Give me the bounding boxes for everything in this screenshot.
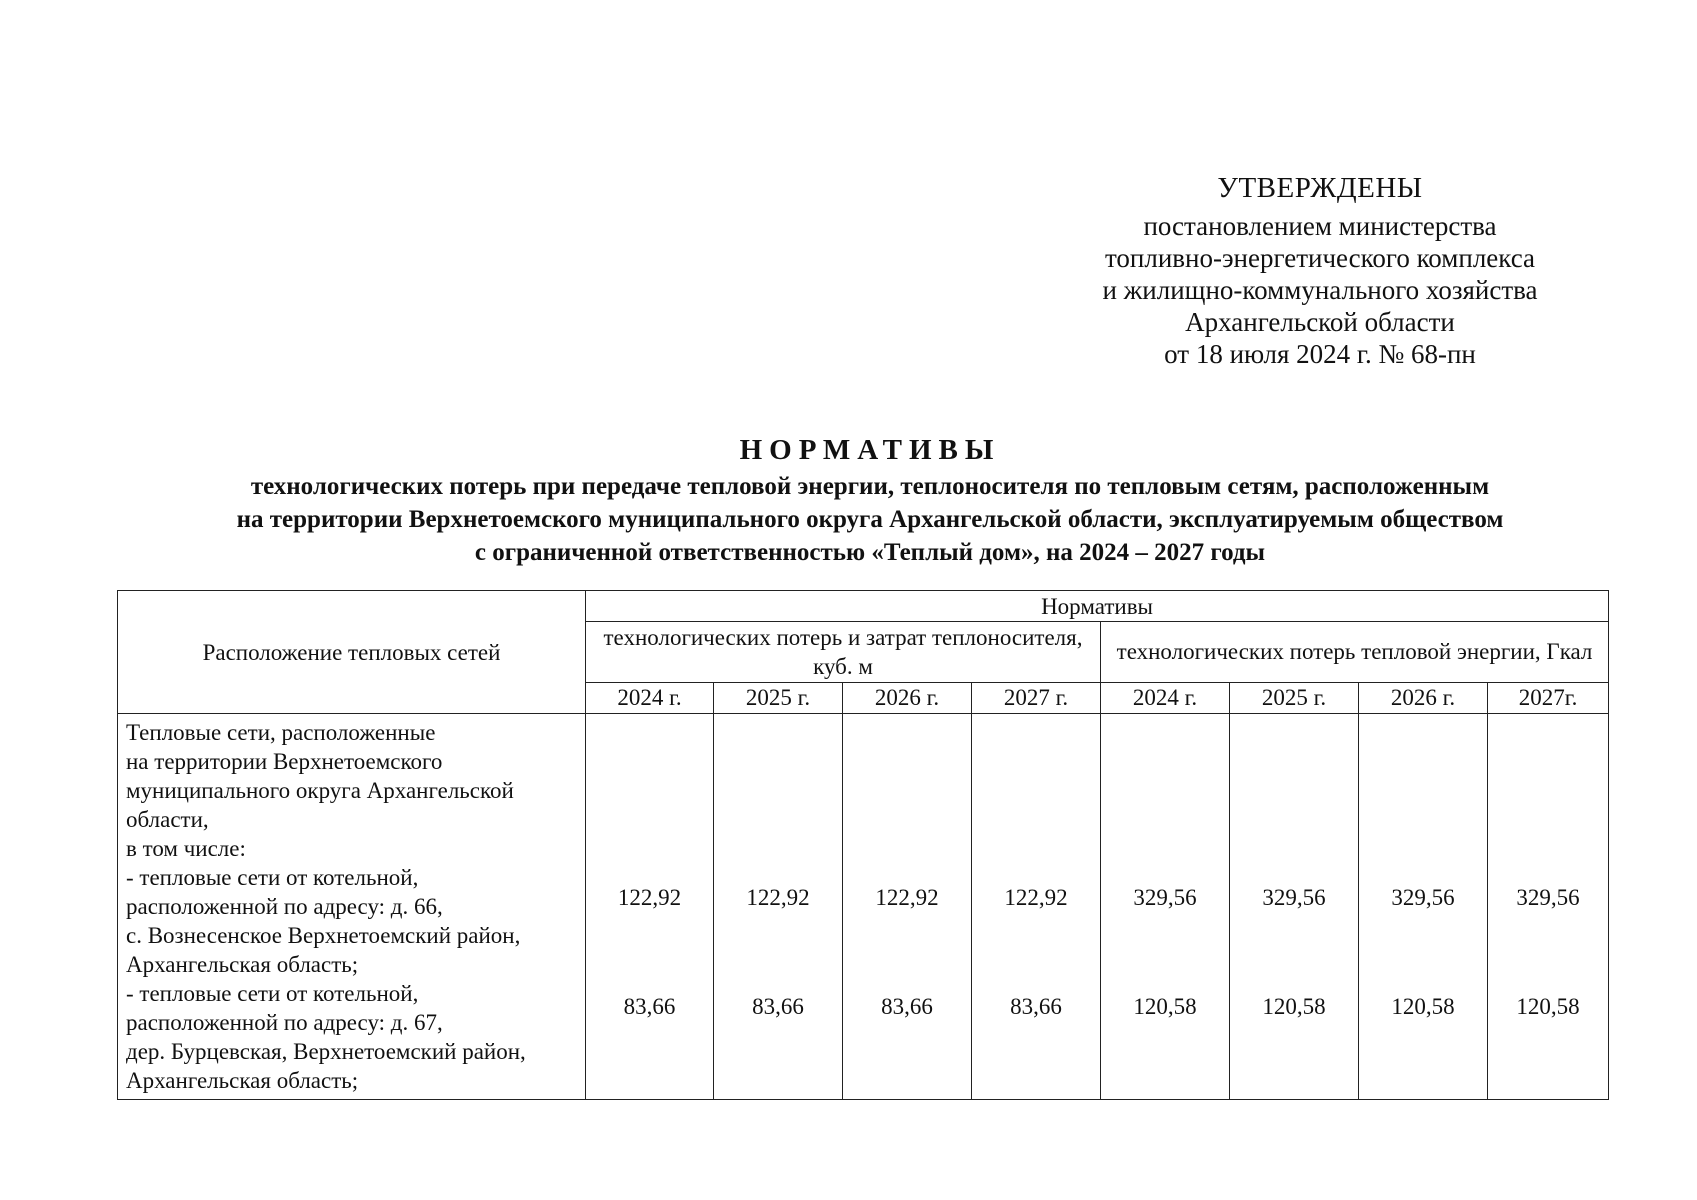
- location-line: с. Вознесенское Верхнетоемский район,: [126, 923, 521, 948]
- approval-title: УТВЕРЖДЕНЫ: [1217, 172, 1423, 204]
- year-header: 2027 г.: [972, 682, 1101, 713]
- value-boiler-67: 83,66: [1010, 994, 1062, 1019]
- location-line: области,: [126, 807, 209, 832]
- value-boiler-66: 122,92: [746, 885, 810, 910]
- document-title: НОРМАТИВЫ: [739, 434, 1001, 466]
- year-header: 2026 г.: [1359, 682, 1488, 713]
- value-cell: [1488, 714, 1609, 1100]
- table-row: [118, 714, 1609, 1100]
- location-line: в том числе:: [126, 836, 246, 861]
- location-line: Архангельская область;: [126, 952, 359, 977]
- value-boiler-67: 83,66: [623, 994, 676, 1019]
- value-boiler-66: 329,56: [1133, 885, 1197, 910]
- approval-line: Архангельской области: [1185, 307, 1455, 337]
- location-line: муниципального округа Архангельской: [126, 778, 514, 803]
- value-boiler-67: 120,58: [1516, 994, 1580, 1019]
- value-cell: [972, 714, 1101, 1100]
- norms-header: Нормативы: [586, 591, 1609, 622]
- year-header: 2024 г.: [1101, 682, 1230, 713]
- location-cell: [118, 714, 586, 1100]
- value-boiler-66: 122,92: [1004, 885, 1068, 910]
- year-header: 2025 г.: [1230, 682, 1359, 713]
- value-cell: [586, 714, 714, 1100]
- approval-block: [1080, 172, 1560, 370]
- year-header: 2025 г.: [714, 682, 843, 713]
- year-header: 2027г.: [1488, 682, 1609, 713]
- year-header: 2026 г.: [843, 682, 972, 713]
- value-boiler-66: 122,92: [875, 885, 939, 910]
- approval-line: постановлением министерства: [1143, 211, 1497, 241]
- value-cell: [843, 714, 972, 1100]
- value-cell: [1230, 714, 1359, 1100]
- value-boiler-67: 120,58: [1133, 994, 1197, 1019]
- value-boiler-67: 120,58: [1391, 994, 1455, 1019]
- location-line: Архангельская область;: [126, 1068, 359, 1093]
- location-line: расположенной по адресу: д. 67,: [126, 1010, 443, 1035]
- value-boiler-67: 83,66: [881, 994, 933, 1019]
- value-boiler-66: 329,56: [1391, 885, 1455, 910]
- document-subtitle-line: на территории Верхнетоемского муниципального округа Архангельской области, эксплуатируемым обществом: [236, 506, 1504, 533]
- location-line: Тепловые сети, расположенные: [126, 720, 436, 745]
- value-cell: [1359, 714, 1488, 1100]
- heat-energy-losses-header: технологических потерь тепловой энергии, Гкал: [1101, 622, 1609, 683]
- norms-table: [117, 590, 1609, 1100]
- value-boiler-67: 120,58: [1262, 994, 1326, 1019]
- value-boiler-66: 329,56: [1262, 885, 1326, 910]
- value-boiler-66: 329,56: [1516, 885, 1580, 910]
- location-line: дер. Бурцевская, Верхнетоемский район,: [126, 1039, 526, 1064]
- location-line: на территории Верхнетоемского: [126, 749, 443, 774]
- document-subtitle-line: с ограниченной ответственностью «Теплый дом», на 2024 – 2027 годы: [474, 539, 1266, 566]
- location-line: - тепловые сети от котельной,: [126, 865, 419, 890]
- approval-line: топливно-энергетического комплекса: [1104, 243, 1536, 273]
- document-subtitle-line: технологических потерь при передаче тепловой энергии, теплоносителя по тепловым сетям, расположенным: [250, 473, 1490, 500]
- approval-line: и жилищно-коммунального хозяйства: [1102, 275, 1538, 305]
- location-line: - тепловые сети от котельной,: [126, 981, 419, 1006]
- value-cell: [714, 714, 843, 1100]
- value-cell: [1101, 714, 1230, 1100]
- location-line: расположенной по адресу: д. 66,: [126, 894, 443, 919]
- value-boiler-67: 83,66: [752, 994, 804, 1019]
- approval-date-line: от 18 июля 2024 г. № 68-пн: [1164, 339, 1476, 369]
- document-heading: [120, 430, 1620, 569]
- location-column-header: Расположение тепловых сетей: [118, 591, 586, 714]
- coolant-losses-header: технологических потерь и затрат теплоносителя, куб. м: [586, 622, 1101, 683]
- year-header: 2024 г.: [586, 682, 714, 713]
- value-boiler-66: 122,92: [617, 885, 682, 910]
